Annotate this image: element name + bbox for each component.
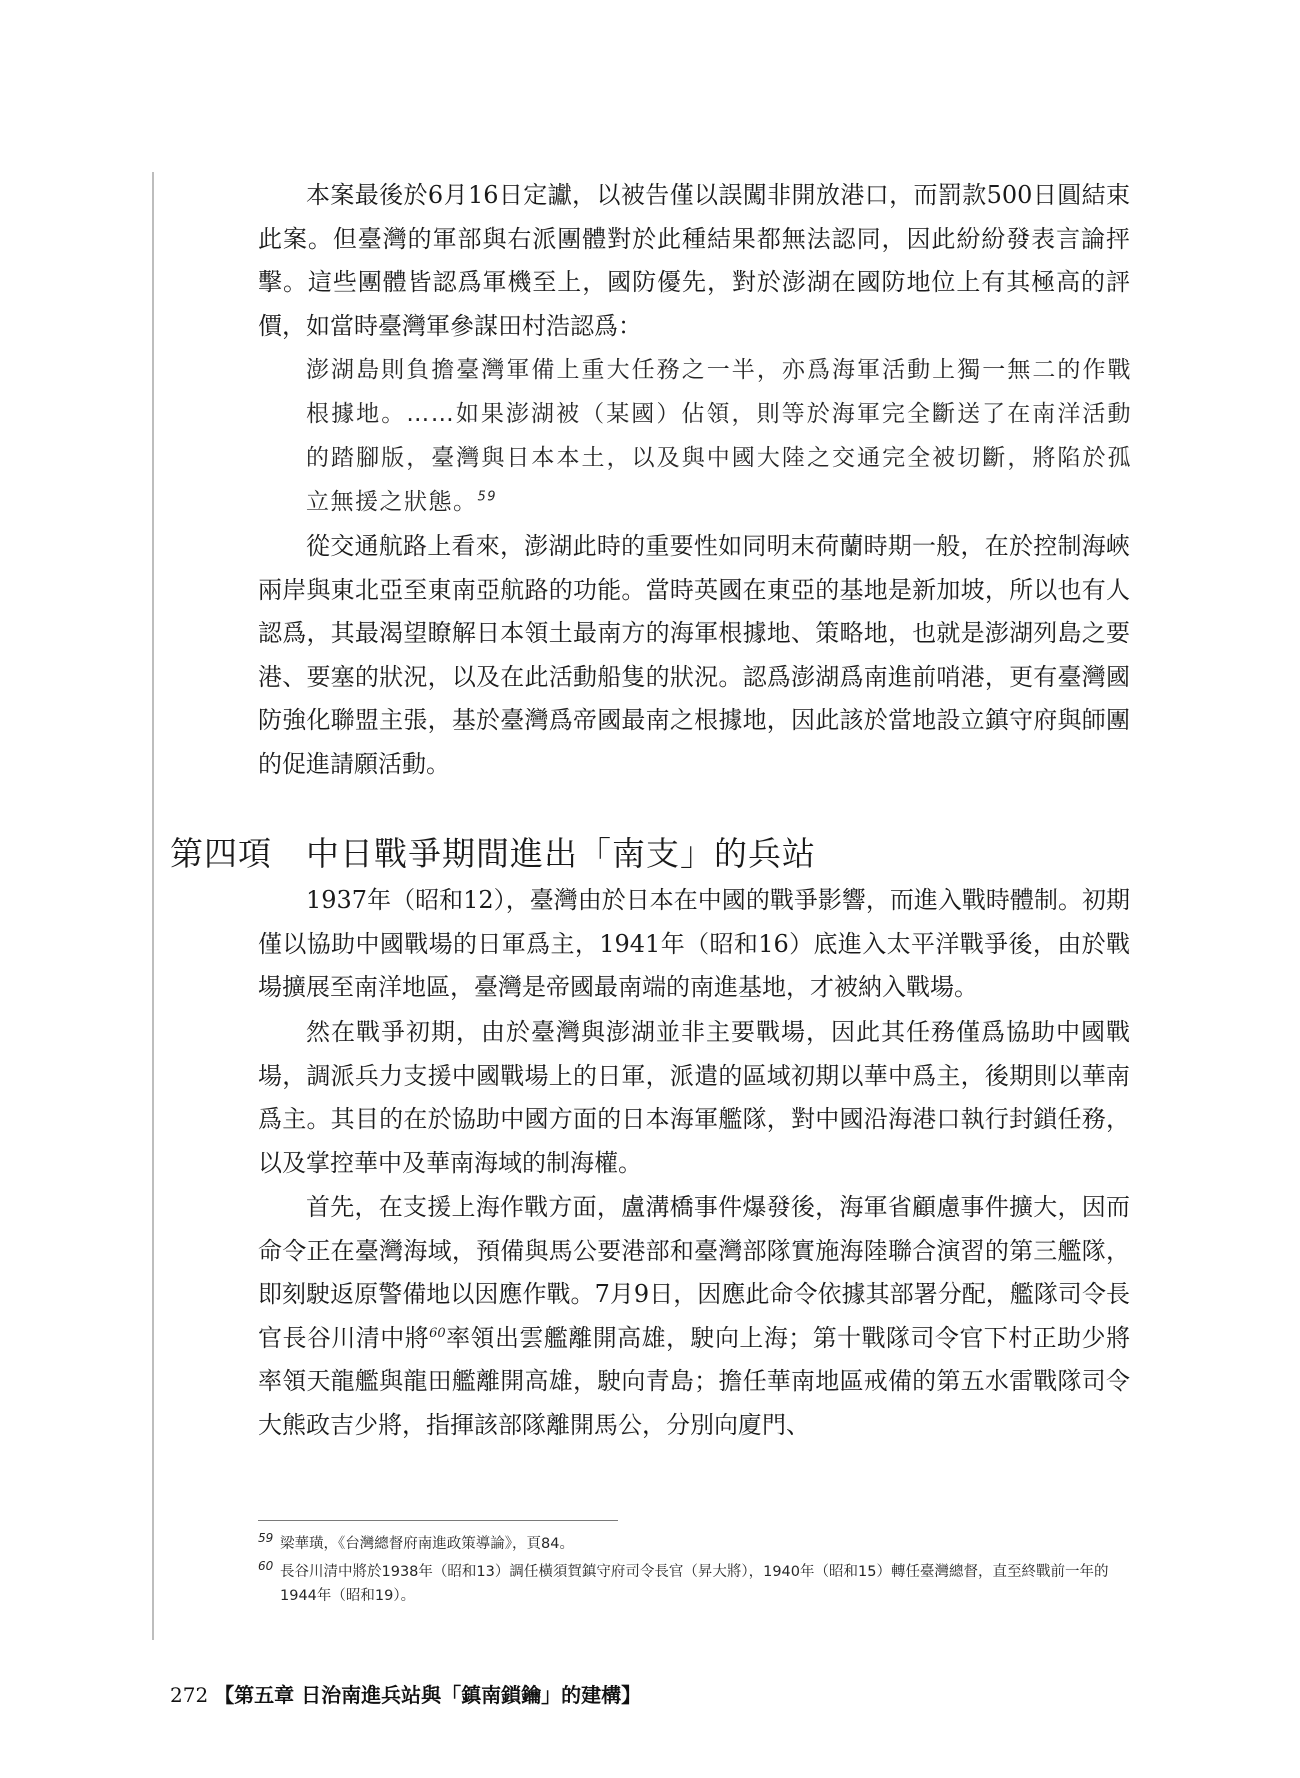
- footnote-59: [258, 1532, 1138, 1556]
- block-quote: [306, 348, 1132, 524]
- body-paragraph-1: 本案最後於6月16日定讞，以被告僅以誤闖非開放港口，而罰款500日圓結束此案。但臺灣的軍部與右派團體對於此種結果都無法認同，因此紛紛發表言論抨擊。這些團體皆認爲軍機至上，國防優先，對於澎湖在國防地位上有其極高的評價，如當時臺灣軍參謀田村浩認爲：: [258, 181, 1130, 340]
- block-quote-text: 澎湖島則負擔臺灣軍備上重大任務之一半，亦爲海軍活動上獨一無二的作戰根據地。……如果澎湖被（某國）佔領，則等於海軍完全斷送了在南洋活動的踏腳版，臺灣與日本本土，以及與中國大陸之交通完全被切斷，將陷於孤立無援之狀態。: [306, 357, 1132, 515]
- body-paragraph-3: 1937年（昭和12），臺灣由於日本在中國的戰爭影響，而進入戰時體制。初期僅以協助中國戰場的日軍爲主，1941年（昭和16）底進入太平洋戰爭後，由於戰場擴展至南洋地區，臺灣是帝國最南端的南進基地，才被納入戰場。: [258, 886, 1130, 1002]
- page-footer: [170, 1680, 641, 1710]
- footnote-60: [258, 1560, 1138, 1608]
- footnote-ref-59[interactable]: 59: [477, 489, 498, 505]
- section-heading: [170, 832, 816, 876]
- footnote-text: 長谷川清中將於1938年（昭和13）調任橫須賀鎮守府司令長官（昇大將），1940年（昭和15）轉任臺灣總督，直至終戰前一年的1944年（昭和19）。: [280, 1564, 1109, 1604]
- section-number: 第四項: [170, 834, 272, 873]
- body-paragraph-5-before: 首先，在支援上海作戰方面，盧溝橋事件爆發後，海軍省顧慮事件擴大，因而命令正在臺灣海域，預備與馬公要港部和臺灣部隊實施海陸聯合演習的第三艦隊，即刻駛返原警備地以因應作戰。7月9日，因應此命令依據其部署分配，艦隊司令長官長谷川清中將: [258, 1193, 1130, 1352]
- running-title: 【第五章 日治南進兵站與「鎮南鎖鑰」的建構】: [214, 1683, 642, 1707]
- margin-rule: [152, 172, 154, 1640]
- body-paragraph-5: [258, 1186, 1130, 1448]
- footnote-rule: [258, 1520, 618, 1521]
- page-number: 272: [170, 1683, 209, 1707]
- body-paragraph-4: 然在戰爭初期，由於臺灣與澎湖並非主要戰場，因此其任務僅爲協助中國戰場，調派兵力支援中國戰場上的日軍，派遣的區域初期以華中爲主，後期則以華南爲主。其目的在於協助中國方面的日本海軍艦隊，對中國沿海港口執行封鎖任務，以及掌控華中及華南海域的制海權。: [258, 1018, 1130, 1177]
- footnote-number: 59: [258, 1531, 274, 1545]
- footnote-number: 60: [258, 1559, 274, 1573]
- body-paragraph-2: 從交通航路上看來，澎湖此時的重要性如同明末荷蘭時期一般，在於控制海峽兩岸與東北亞至東南亞航路的功能。當時英國在東亞的基地是新加坡，所以也有人認爲，其最渴望瞭解日本領土最南方的海軍根據地、策略地，也就是澎湖列島之要港、要塞的狀況，以及在此活動船隻的狀況。認爲澎湖爲南進前哨港，更有臺灣國防強化聯盟主張，基於臺灣爲帝國最南之根據地，因此該於當地設立鎮守府與師團的促進請願活動。: [258, 532, 1130, 778]
- section-title: 中日戰爭期間進出「南支」的兵站: [306, 834, 816, 873]
- body-paragraph-5-after: 率領出雲艦離開高雄，駛向上海；第十戰隊司令官下村正助少將率領天龍艦與龍田艦離開高雄，駛向青島；擔任華南地區戒備的第五水雷戰隊司令大熊政吉少將，指揮該部隊離開馬公，分別向廈門、: [258, 1323, 1131, 1439]
- footnote-text: 梁華璜，《台灣總督府南進政策導論》，頁84。: [280, 1536, 574, 1552]
- footnote-ref-60[interactable]: 60: [429, 1325, 446, 1341]
